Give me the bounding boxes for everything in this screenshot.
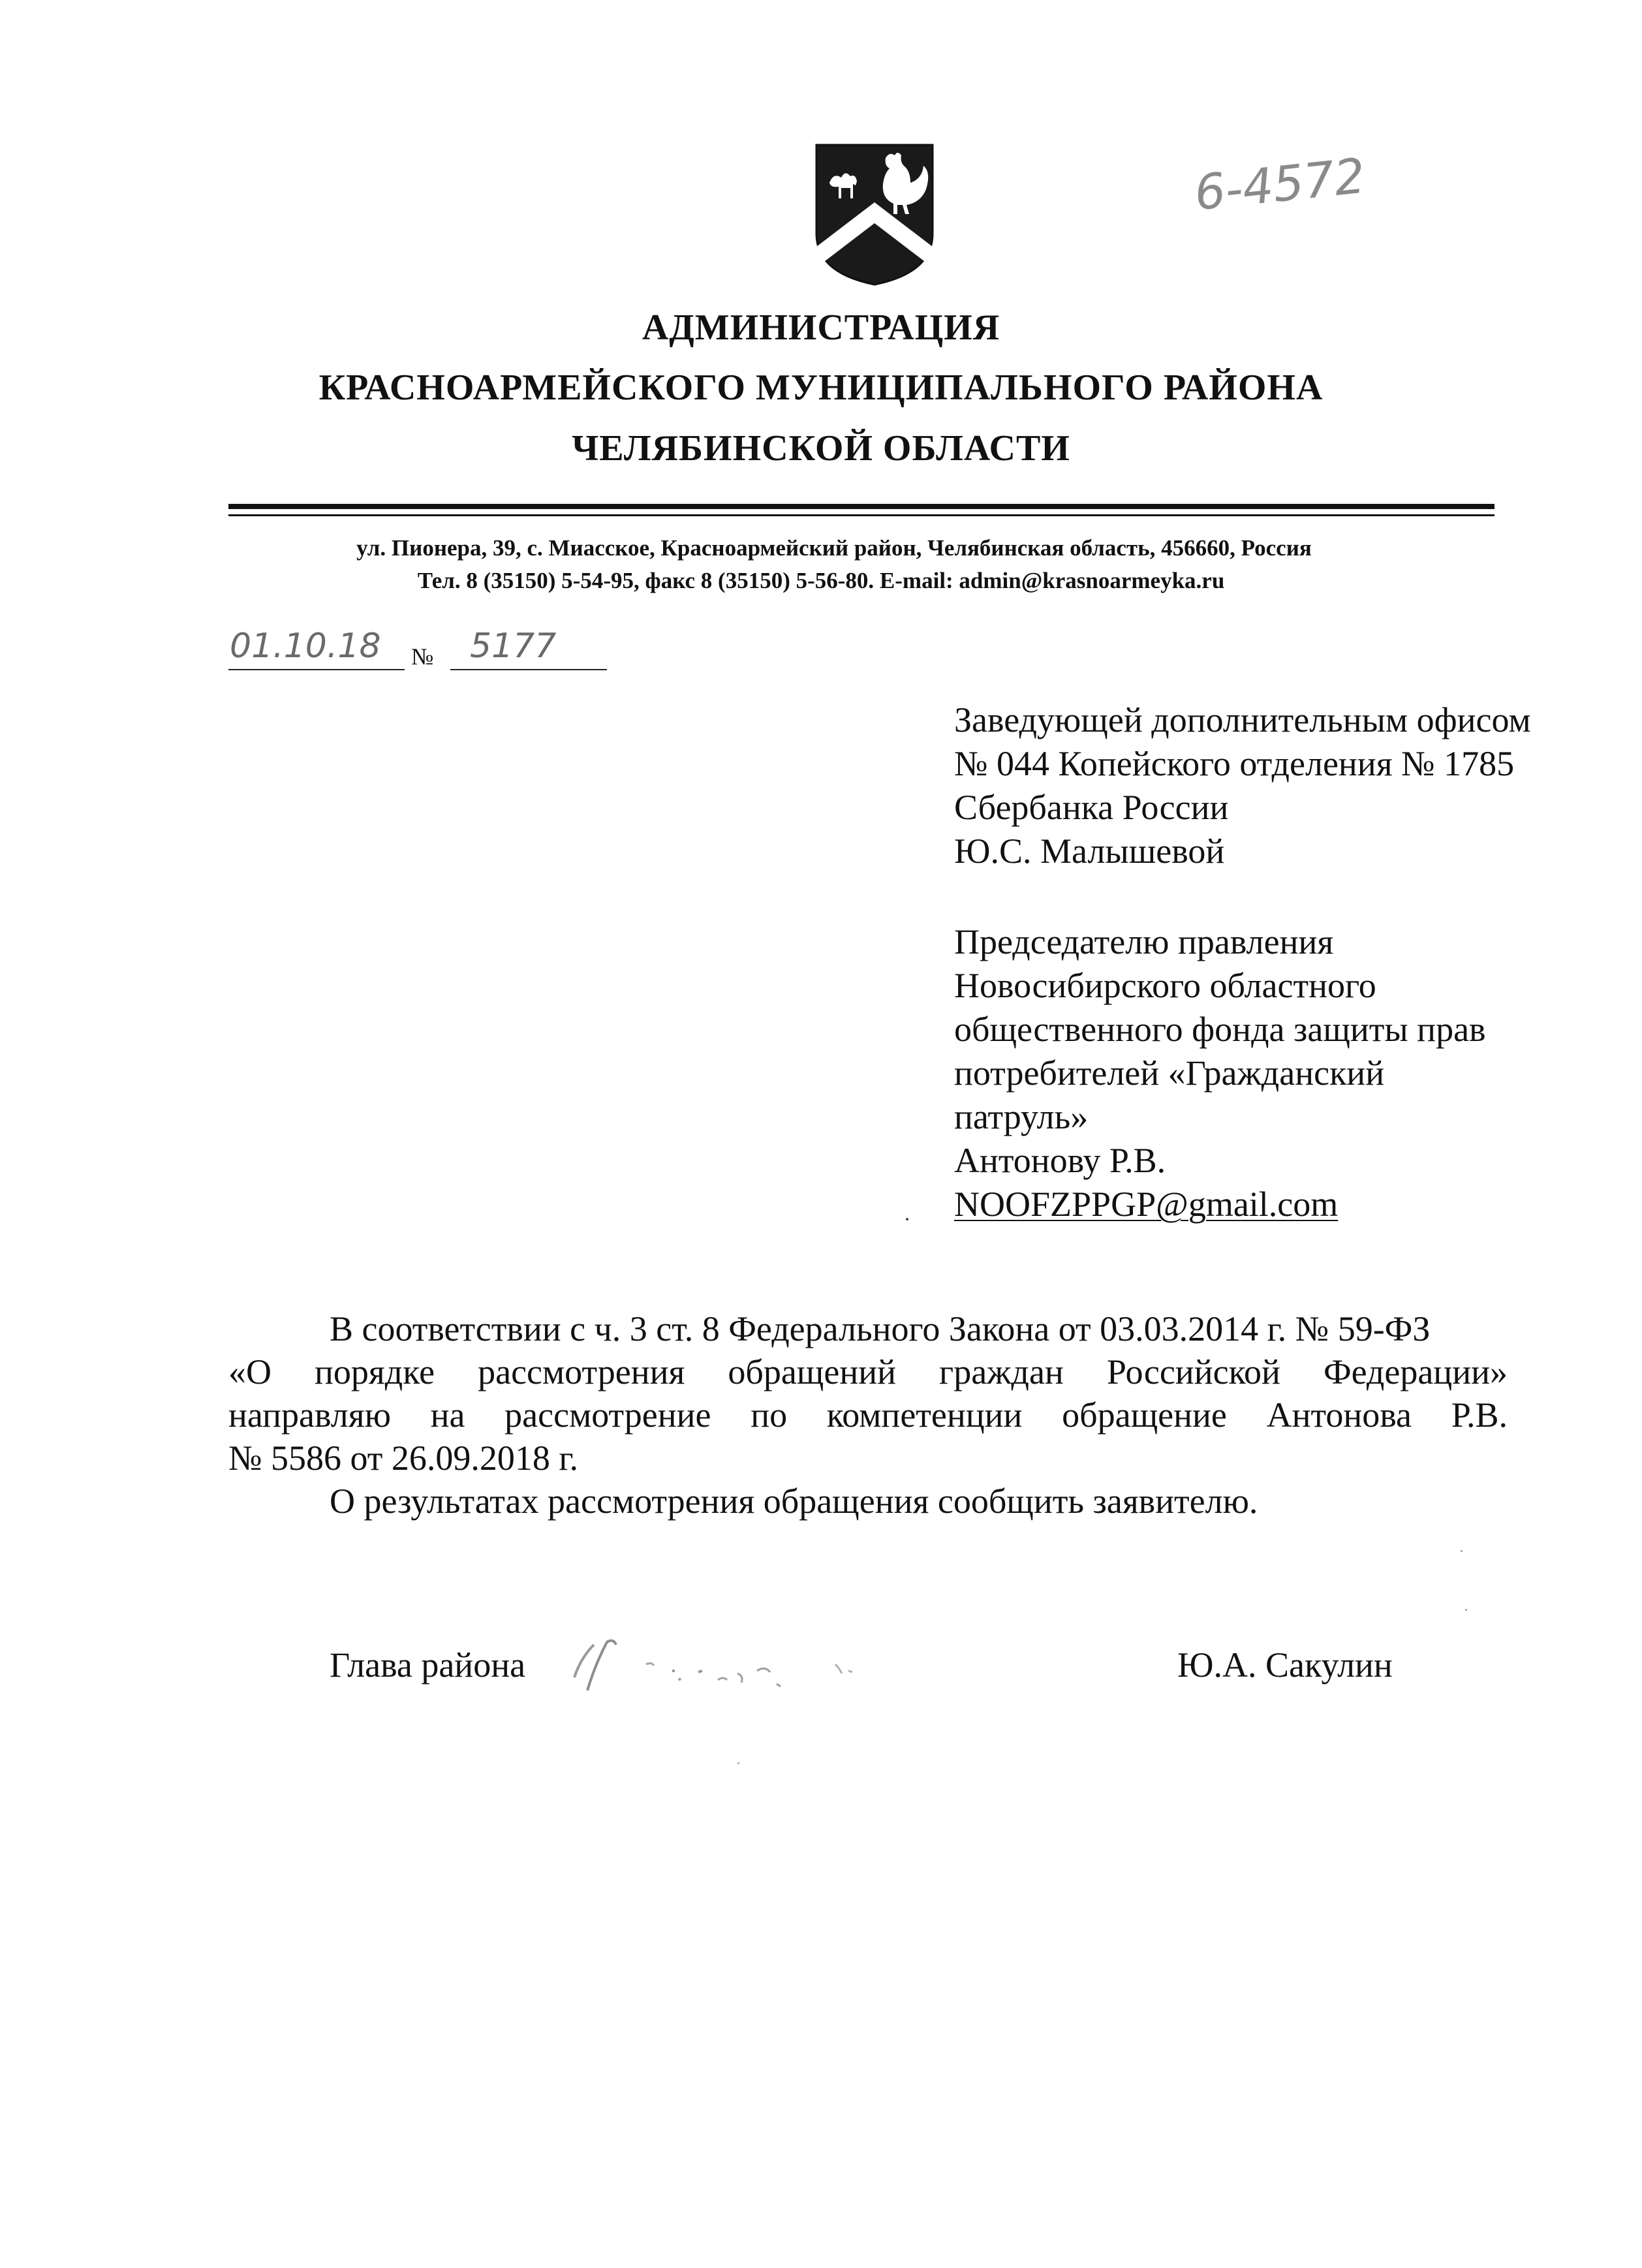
signature-position: Глава района	[330, 1645, 526, 1685]
addressee-1-line3: Сбербанка России	[954, 788, 1229, 827]
header-title-line2: КРАСНОАРМЕЙСКОГО МУНИЦИПАЛЬНОГО РАЙОНА	[318, 367, 1324, 408]
scan-speck	[1461, 1550, 1463, 1552]
addressee-1-line1: Заведующей дополнительным офисом	[954, 700, 1531, 739]
header-title-line1: АДМИНИСТРАЦИЯ	[642, 307, 1000, 348]
contacts-line: Тел. 8 (35150) 5-54-95, факс 8 (35150) 5-56-80. E-mail: admin@krasnoarmeyka.ru	[417, 568, 1225, 593]
addressee-1-line2: № 044 Копейского отделения № 1785	[954, 744, 1515, 783]
addressee-1-line4: Ю.С. Малышевой	[954, 831, 1225, 871]
addressee-2-line1: Председателю правления	[954, 922, 1334, 961]
header-rule-thick	[228, 504, 1495, 509]
addressee-2-email[interactable]: NOOFZPPGP@gmail.com	[954, 1185, 1339, 1224]
body-paragraph-1-line3: направляю на рассмотрение по компетенции обращение Антонова Р.В.	[228, 1395, 1508, 1435]
registration-number-line	[450, 669, 607, 670]
body-paragraph-1-line2: «О порядке рассмотрения обращений граждан Российской Федерации»	[228, 1352, 1508, 1391]
registration-number-label: №	[411, 644, 434, 670]
body-paragraph-2: О результатах рассмотрения обращения сообщить заявителю.	[330, 1482, 1258, 1521]
header-title-line3: ЧЕЛЯБИНСКОЙ ОБЛАСТИ	[572, 428, 1070, 469]
addressee-2-line5: патруль»	[954, 1097, 1089, 1136]
scan-speck	[906, 1218, 908, 1220]
signature-name: Ю.А. Сакулин	[1177, 1645, 1393, 1685]
scan-speck	[737, 1762, 739, 1764]
registration-number: 5177	[470, 627, 557, 666]
addressee-2-line3: общественного фонда защиты прав	[954, 1010, 1486, 1049]
addressee-2-line6: Антонову Р.В.	[954, 1141, 1166, 1180]
scan-speck	[1465, 1609, 1467, 1611]
handwritten-signature	[561, 1625, 966, 1710]
header-rule-thin	[228, 514, 1495, 516]
addressee-2-line4: потребителей «Гражданский	[954, 1053, 1385, 1093]
address-line: ул. Пионера, 39, с. Миасское, Красноармейский район, Челябинская область, 456660, Россия	[356, 535, 1312, 561]
incoming-registration-mark: 6-4572	[1192, 148, 1368, 222]
body-paragraph-1-line4: № 5586 от 26.09.2018 г.	[228, 1438, 578, 1478]
registration-date-line	[228, 669, 405, 670]
registration-date: 01.10.18	[230, 627, 381, 666]
coat-of-arms-emblem	[813, 142, 937, 287]
body-paragraph-1-line1: В соответствии с ч. 3 ст. 8 Федерального Закона от 03.03.2014 г. № 59-ФЗ	[330, 1309, 1431, 1348]
addressee-2-line2: Новосибирского областного	[954, 966, 1376, 1005]
